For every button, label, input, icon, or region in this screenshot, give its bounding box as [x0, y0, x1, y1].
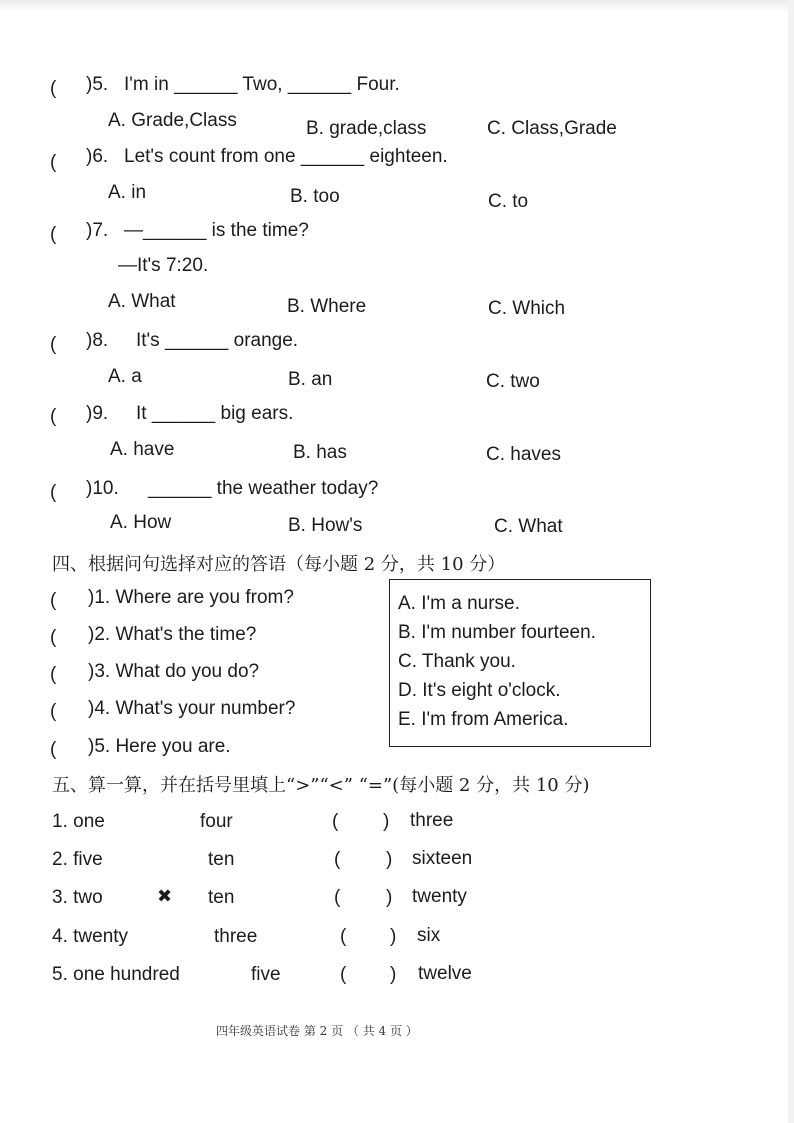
compare-paren-right: ) [386, 849, 393, 870]
match-question: )5. Here you are. [88, 736, 231, 757]
option-c: C. haves [486, 444, 561, 465]
calc-term-b: five [251, 964, 281, 985]
question-number: )6. [86, 146, 109, 167]
question-number: )9. [86, 403, 109, 424]
calc-term-c: six [417, 925, 441, 946]
calc-term-a: 3. two [52, 887, 103, 908]
calc-term-c: sixteen [412, 848, 473, 869]
option-c: C. two [486, 371, 540, 392]
question-stem: —______ is the time? [124, 220, 309, 241]
section-heading: 五、算一算，并在括号里填上“>”“<” “=”(每小题 2 分，共 10 分) [52, 775, 590, 796]
answer-paren: ( [50, 152, 57, 173]
page-footer: 四年级英语试卷 第 2 页 （ 共 4 页 ） [216, 1024, 418, 1038]
compare-paren-left: ( [340, 964, 347, 985]
question-stem: It's ______ orange. [136, 330, 299, 351]
match-answer: A. I'm a nurse. [398, 593, 520, 614]
compare-paren-left: ( [332, 811, 339, 832]
option-c: C. to [488, 191, 529, 212]
option-a: A. have [110, 439, 175, 460]
calc-term-a: 1. one [52, 811, 105, 832]
question-number: )5. [86, 74, 109, 95]
question-stem: I'm in ______ Two, ______ Four. [124, 74, 400, 95]
option-b: B. has [293, 442, 347, 463]
calc-term-b: ten [208, 887, 235, 908]
option-c: C. Which [488, 298, 566, 319]
option-c: C. What [494, 516, 563, 537]
match-question: )4. What's your number? [88, 698, 296, 719]
answer-paren: ( [50, 224, 57, 245]
calc-term-b: three [214, 926, 258, 947]
answer-paren: ( [50, 406, 57, 427]
calc-term-a: 2. five [52, 849, 103, 870]
calc-term-c: three [410, 810, 454, 831]
option-b: B. an [288, 369, 333, 390]
answer-paren: ( [50, 627, 57, 648]
match-answer: B. I'm number fourteen. [398, 622, 596, 643]
calc-term-b: ten [208, 849, 235, 870]
question-stem-reply: —It's 7:20. [118, 255, 209, 276]
calc-term-c: twelve [418, 963, 472, 984]
calc-term-b: four [200, 811, 233, 832]
option-a: A. in [108, 182, 147, 203]
compare-paren-left: ( [334, 887, 341, 908]
option-b: B. too [290, 186, 340, 207]
compare-paren-right: ) [390, 964, 397, 985]
compare-paren-left: ( [334, 849, 341, 870]
question-stem: It ______ big ears. [136, 403, 294, 424]
answer-paren: ( [50, 739, 57, 760]
answer-paren: ( [50, 590, 57, 611]
option-a: A. a [108, 366, 142, 387]
option-a: A. What [108, 291, 176, 312]
scan-edge-top [0, 0, 794, 12]
compare-paren-right: ) [386, 887, 393, 908]
match-question: )2. What's the time? [88, 624, 257, 645]
match-question: )1. Where are you from? [88, 587, 294, 608]
question-number: )7. [86, 220, 109, 241]
match-answer: D. It's eight o'clock. [398, 680, 561, 701]
compare-paren-left: ( [340, 926, 347, 947]
option-b: B. How's [288, 515, 363, 536]
calc-term-a: 4. twenty [52, 926, 129, 947]
calc-term-c: twenty [412, 886, 467, 907]
match-answer: E. I'm from America. [398, 709, 569, 730]
option-b: B. Where [287, 296, 367, 317]
option-c: C. Class,Grade [487, 118, 617, 139]
compare-paren-right: ) [390, 926, 397, 947]
match-question: )3. What do you do? [88, 661, 260, 682]
question-stem: ______ the weather today? [148, 478, 379, 499]
answer-paren: ( [50, 482, 57, 503]
calc-term-a: 5. one hundred [52, 964, 180, 985]
answer-paren: ( [50, 334, 57, 355]
option-a: A. Grade,Class [108, 110, 237, 131]
section-heading: 四、根据问句选择对应的答语（每小题 2 分，共 10 分） [52, 554, 506, 575]
answer-paren: ( [50, 78, 57, 99]
option-a: A. How [110, 512, 172, 533]
compare-paren-right: ) [383, 811, 390, 832]
question-number: )10. [86, 478, 119, 499]
match-answer: C. Thank you. [398, 651, 516, 672]
question-stem: Let's count from one ______ eighteen. [124, 146, 448, 167]
answer-paren: ( [50, 701, 57, 722]
option-b: B. grade,class [306, 118, 427, 139]
scan-edge-right [788, 0, 794, 1123]
answer-paren: ( [50, 664, 57, 685]
question-number: )8. [86, 330, 109, 351]
multiply-icon: ✖ [157, 886, 173, 906]
